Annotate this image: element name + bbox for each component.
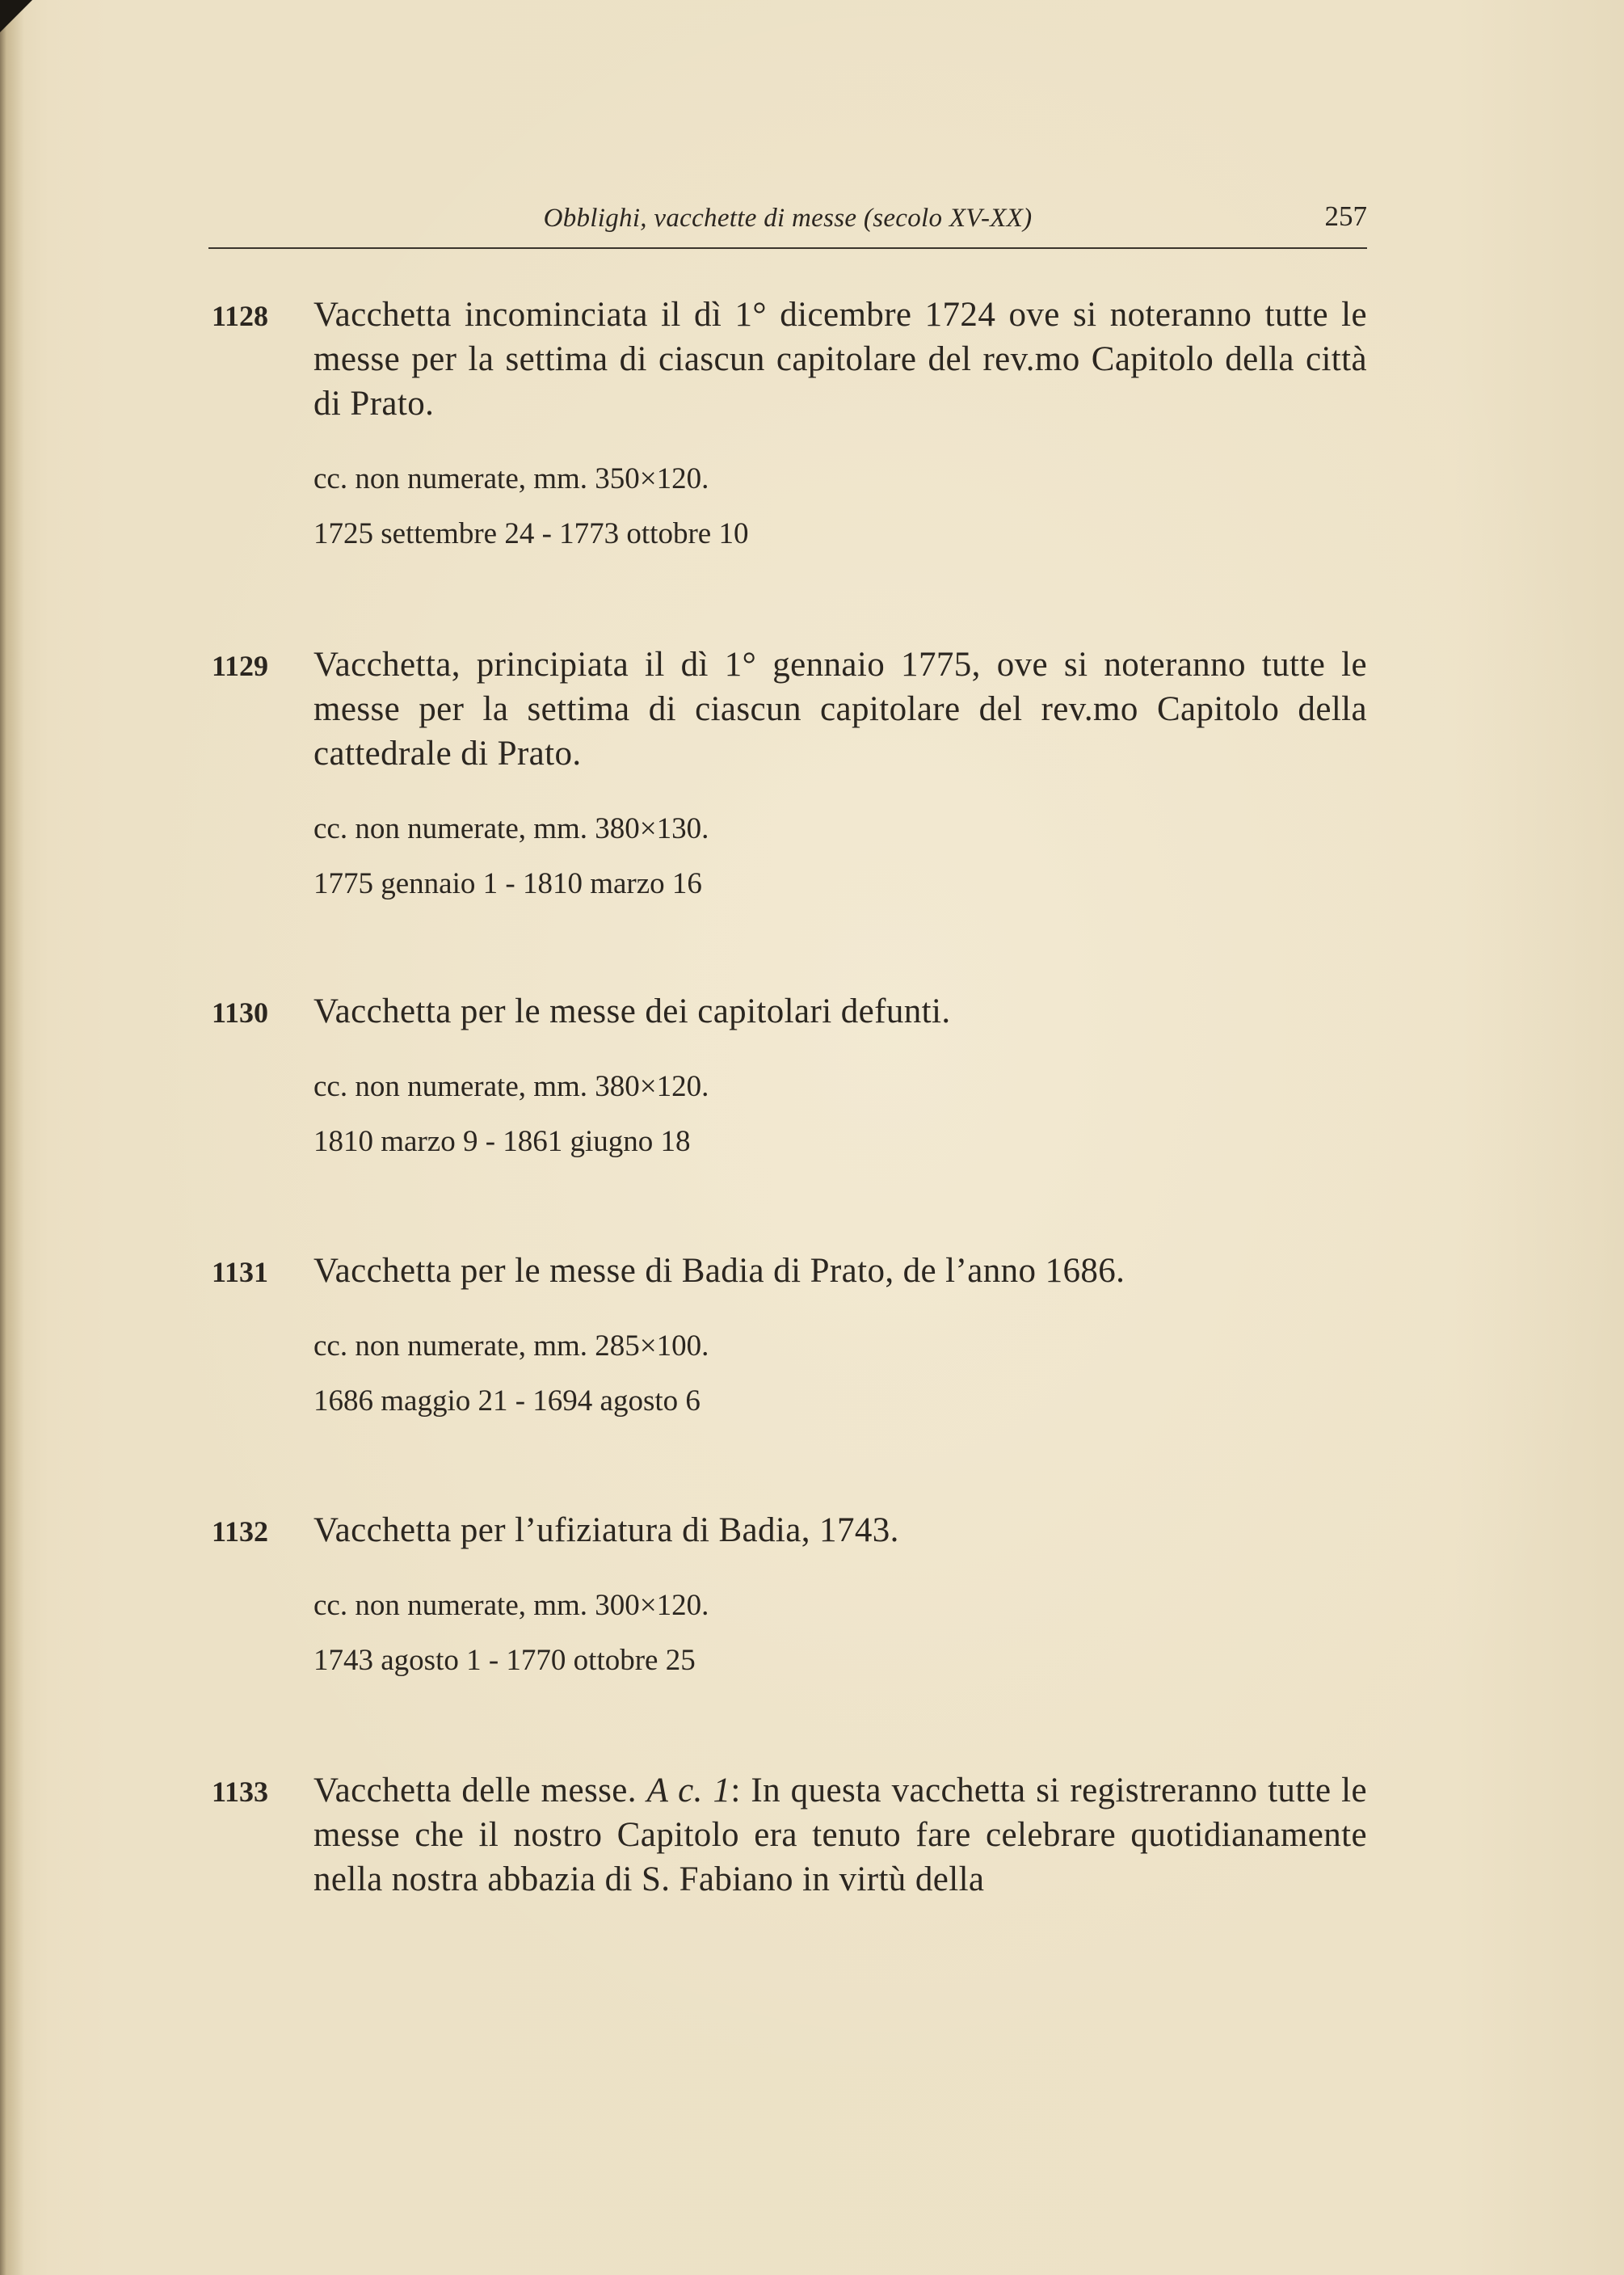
entry-date-range: 1810 marzo 9 - 1861 giugno 18: [313, 1125, 691, 1158]
entry-body: [313, 642, 1367, 902]
entry-title: Vacchetta, principiata il dì 1° gennaio 1775, ove si noteranno tutte le messe per la settima di ciascun capitolare del rev.mo Capitolo della cattedrale di Prato.: [313, 646, 1367, 773]
entry-description: cc. non numerate, mm. 380×130.: [313, 812, 709, 845]
page-header: [208, 194, 1367, 239]
entry-number: 1128: [212, 300, 269, 332]
entry-description: cc. non numerate, mm. 380×120.: [313, 1070, 709, 1103]
entry-date-range: 1743 agosto 1 - 1770 ottobre 25: [313, 1644, 696, 1677]
entry-number: 1132: [212, 1515, 269, 1548]
binding-shadow: [0, 0, 24, 2275]
entry-date-range: 1686 maggio 21 - 1694 agosto 6: [313, 1384, 701, 1418]
entry-title: Vacchetta incominciata il dì 1° dicembre 1724 ove si noteranno tutte le messe per la settima di ciascun capitolare del rev.mo Capitolo della città di Prato.: [313, 296, 1367, 423]
entry-title: Vacchetta per le messe di Badia di Prato, de l’anno 1686.: [313, 1252, 1125, 1290]
page-number: 257: [1324, 200, 1367, 232]
header-rule: [208, 247, 1367, 249]
entry-title: Vacchetta per le messe dei capitolari defunti.: [313, 992, 951, 1030]
entry-title-italic: A c. 1: [646, 1772, 731, 1809]
entry-title: Vacchetta per l’ufiziatura di Badia, 1743.: [313, 1511, 899, 1549]
entry-title-rest: : In questa vacchetta si registreranno tutte le messe che il nostro Capitolo era tenuto fare celebrare quotidianamente nella nostra abbazia di S. Fabiano in virtù della: [313, 1772, 1368, 1898]
entry-number: 1131: [212, 1256, 269, 1288]
entry-date-range: 1775 gennaio 1 - 1810 marzo 16: [313, 867, 702, 900]
entry-body: [313, 293, 1367, 552]
entry-title: [313, 1768, 1367, 1902]
entry-title-start: Vacchetta delle messe.: [313, 1772, 637, 1809]
entry-number: 1129: [212, 650, 269, 682]
entry-body: [313, 1249, 1367, 1419]
entry-number: 1130: [212, 996, 269, 1029]
entry-number: 1133: [212, 1776, 269, 1808]
entry-body: [313, 1508, 1367, 1679]
entry-body: [313, 1768, 1367, 1902]
running-title: Obblighi, vacchette di messe (secolo XV-XX): [543, 204, 1033, 233]
entry-description: cc. non numerate, mm. 300×120.: [313, 1589, 709, 1622]
entry-description: cc. non numerate, mm. 350×120.: [313, 462, 709, 495]
entry-date-range: 1725 settembre 24 - 1773 ottobre 10: [313, 517, 749, 550]
entry-description: cc. non numerate, mm. 285×100.: [313, 1329, 709, 1363]
entry-body: [313, 989, 1367, 1160]
